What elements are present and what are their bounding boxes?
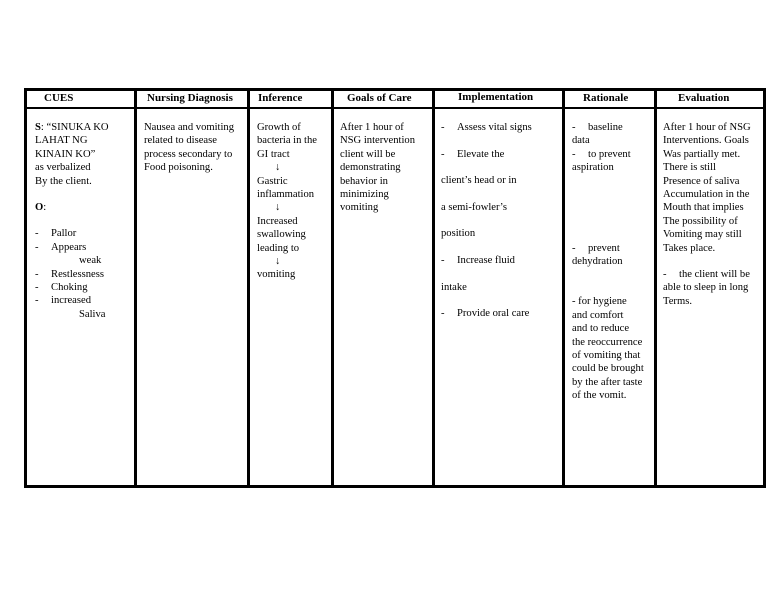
inference-cell bbox=[257, 121, 329, 282]
nursing-diagnosis-cell bbox=[144, 121, 246, 175]
objective-cue-heading: O: bbox=[35, 202, 47, 214]
header-implementation: Implementation bbox=[458, 91, 534, 103]
rationale-item: - prevent bbox=[572, 242, 620, 254]
subjective-cue-line: S: “SINUKA KO bbox=[35, 122, 109, 133]
objective-cue-item: - Choking bbox=[35, 282, 88, 294]
evaluation-line: Mouth that implies bbox=[663, 202, 744, 214]
down-arrow-icon: ↓ bbox=[275, 256, 281, 268]
goals-line: NSG intervention bbox=[340, 135, 416, 147]
rationale-item-continued: data bbox=[572, 135, 590, 147]
evaluation-item-continued: able to sleep in long bbox=[663, 282, 749, 294]
column-divider bbox=[247, 91, 250, 485]
rationale-item: - to prevent bbox=[572, 148, 631, 160]
header-divider bbox=[27, 107, 763, 109]
inference-line: inflammation bbox=[257, 189, 315, 201]
subjective-label: S bbox=[35, 122, 41, 133]
evaluation-line: The possibility of bbox=[663, 215, 738, 227]
rationale-item-continued: aspiration bbox=[572, 162, 614, 174]
rationale-item-continued: dehydration bbox=[572, 256, 623, 268]
evaluation-cell bbox=[663, 121, 767, 308]
column-divider bbox=[331, 91, 334, 485]
rationale-item-continued: and comfort bbox=[572, 309, 624, 321]
objective-cue-item-continued: weak bbox=[79, 255, 102, 267]
objective-cue-item: - Restlessness bbox=[35, 268, 104, 280]
evaluation-line: Vomiting may still bbox=[663, 229, 742, 241]
objective-cue-item-continued: Saliva bbox=[79, 308, 106, 320]
inference-line: swallowing bbox=[257, 229, 306, 241]
down-arrow-icon: ↓ bbox=[275, 202, 281, 214]
objective-label: O bbox=[35, 202, 44, 214]
rationale-item-continued: of vomiting that bbox=[572, 350, 641, 362]
goals-line: vomiting bbox=[340, 202, 379, 214]
rationale-item-continued: by the after taste bbox=[572, 376, 643, 388]
goals-line: minimizing bbox=[340, 189, 389, 201]
down-arrow-icon: ↓ bbox=[275, 162, 281, 174]
implementation-item: - Provide oral care bbox=[441, 308, 530, 320]
implementation-item-continued: client’s head or in bbox=[441, 175, 517, 187]
inference-line: bacteria in the bbox=[257, 135, 317, 147]
rationale-item: - baseline bbox=[572, 122, 623, 133]
diagnosis-line: Food poisoning. bbox=[144, 162, 213, 174]
evaluation-line: There is still bbox=[663, 162, 716, 174]
header-cues: CUES bbox=[44, 92, 74, 104]
subjective-cue-line: as verbalized bbox=[35, 162, 91, 174]
header-goals-of-care: Goals of Care bbox=[347, 92, 412, 104]
diagnosis-line: related to disease bbox=[144, 135, 217, 147]
evaluation-item: - the client will be bbox=[663, 269, 750, 281]
evaluation-item-continued: Terms. bbox=[663, 295, 692, 307]
column-divider bbox=[562, 91, 565, 485]
goals-of-care-cell bbox=[340, 121, 430, 215]
header-nursing-diagnosis: Nursing Diagnosis bbox=[147, 92, 233, 104]
cues-cell bbox=[35, 121, 131, 321]
subjective-cue-line: LAHAT NG bbox=[35, 135, 88, 147]
goals-line: demonstrating bbox=[340, 162, 401, 174]
evaluation-line: After 1 hour of NSG bbox=[663, 122, 751, 133]
goals-line: behavior in bbox=[340, 175, 388, 187]
inference-line: leading to bbox=[257, 242, 300, 254]
implementation-item-continued: intake bbox=[441, 281, 467, 293]
diagnosis-line: Nausea and vomiting bbox=[144, 122, 235, 133]
implementation-item: - Increase fluid bbox=[441, 254, 515, 266]
inference-line: Increased bbox=[257, 215, 298, 227]
diagnosis-line: process secondary to bbox=[144, 148, 233, 160]
objective-cue-item: - Pallor bbox=[35, 228, 77, 240]
inference-line: GI tract bbox=[257, 148, 290, 160]
rationale-item-continued: the reoccurrence bbox=[572, 336, 643, 348]
evaluation-line: Interventions. Goals bbox=[663, 135, 749, 147]
goals-line: client will be bbox=[340, 148, 396, 160]
evaluation-line: Accumulation in the bbox=[663, 189, 750, 201]
evaluation-line: Takes place. bbox=[663, 242, 716, 254]
evaluation-line: Presence of saliva bbox=[663, 175, 740, 187]
objective-cue-item: - Appears bbox=[35, 241, 87, 253]
implementation-item-continued: a semi-fowler’s bbox=[441, 201, 507, 213]
rationale-item-continued: could be brought bbox=[572, 363, 644, 375]
implementation-item-continued: position bbox=[441, 228, 476, 240]
rationale-item-continued: of the vomit. bbox=[572, 390, 627, 402]
rationale-item: - for hygiene bbox=[572, 296, 627, 308]
goals-line: After 1 hour of bbox=[340, 122, 404, 133]
subjective-cue-line: KINAIN KO” bbox=[35, 148, 96, 160]
inference-line: Growth of bbox=[257, 122, 301, 133]
care-plan-table bbox=[24, 88, 766, 488]
header-evaluation: Evaluation bbox=[678, 92, 730, 104]
evaluation-line: Was partially met. bbox=[663, 148, 741, 160]
subjective-cue-line: By the client. bbox=[35, 175, 92, 187]
header-inference: Inference bbox=[258, 92, 303, 104]
rationale-cell bbox=[572, 121, 654, 403]
inference-line: Gastric bbox=[257, 175, 288, 187]
implementation-cell bbox=[441, 115, 561, 328]
header-rationale: Rationale bbox=[583, 92, 629, 104]
implementation-item: - Elevate the bbox=[441, 148, 505, 160]
inference-line: vomiting bbox=[257, 269, 296, 281]
rationale-item-continued: and to reduce bbox=[572, 323, 630, 335]
column-divider bbox=[654, 91, 657, 485]
implementation-item: - Assess vital signs bbox=[441, 122, 532, 133]
objective-cue-item: - increased bbox=[35, 295, 91, 307]
column-divider bbox=[134, 91, 137, 485]
column-divider bbox=[432, 91, 435, 485]
